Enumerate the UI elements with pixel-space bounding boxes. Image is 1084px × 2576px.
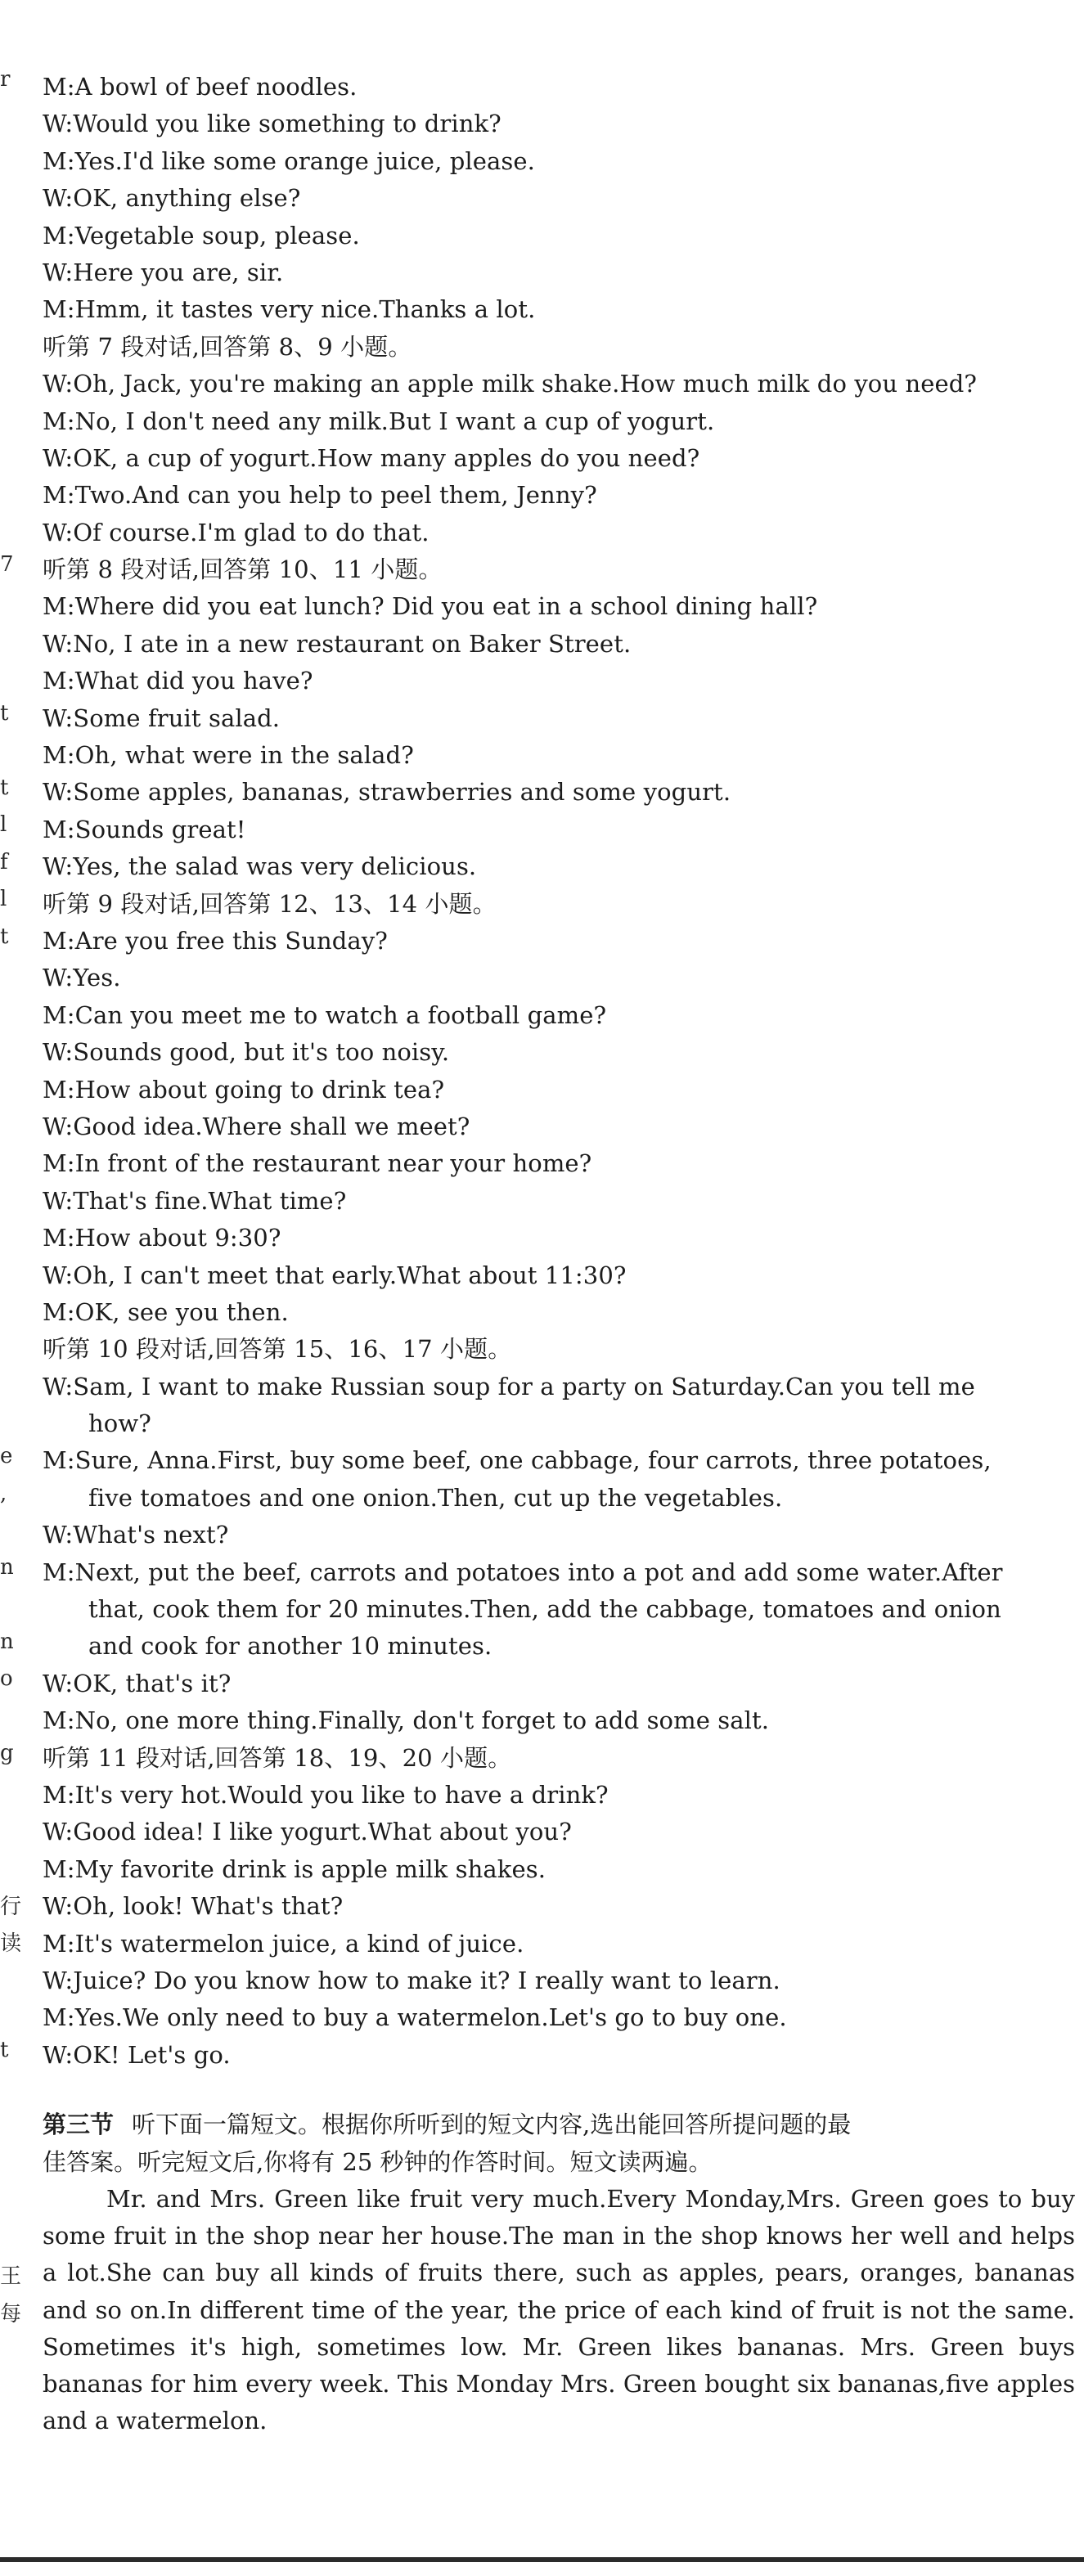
dialogue-line: M:How about going to drink tea? <box>43 1075 445 1104</box>
margin-fragment: 读 <box>0 1931 22 1956</box>
dialogue-line: M:No, I don't need any milk.But I want a cup of yogurt. <box>43 407 715 435</box>
margin-fragment: 7 <box>0 552 14 577</box>
question-instruction: 听第 8 段对话,回答第 10、11 小题。 <box>43 555 443 584</box>
margin-fragment: e <box>0 1444 13 1468</box>
bottom-rule <box>0 2557 1084 2562</box>
dialogue-line: W:Juice? Do you know how to make it? I really want to learn. <box>43 1966 780 1994</box>
dialogue-transcript <box>43 69 1075 2074</box>
dialogue-line: W:Would you like something to drink? <box>43 110 502 138</box>
dialogue-line: M:Yes.I'd like some orange juice, please. <box>43 146 535 175</box>
dialogue-line: and cook for another 10 minutes. <box>88 1632 493 1661</box>
dialogue-line: W:Yes. <box>43 964 121 992</box>
dialogue-line: how? <box>88 1409 151 1438</box>
margin-fragment: t <box>0 924 9 949</box>
dialogue-line: W:Yes, the salad was very delicious. <box>43 852 477 881</box>
section-title: 第三节 <box>43 2111 115 2138</box>
dialogue-line: W:Sam, I want to make Russian soup for a party on Saturday.Can you tell me <box>43 1372 975 1400</box>
margin-fragment: g <box>0 1741 14 1765</box>
dialogue-line: M:Can you meet me to watch a football game? <box>43 1000 607 1029</box>
question-instruction: 听第 10 段对话,回答第 15、16、17 小题。 <box>43 1335 512 1364</box>
margin-fragment: f <box>0 850 8 874</box>
dialogue-line: five tomatoes and one onion.Then, cut up the vegetables. <box>88 1483 783 1512</box>
dialogue-line: W:OK, that's it? <box>43 1669 232 1697</box>
margin-fragment: 行 <box>0 1895 22 1919</box>
dialogue-line: W:Sounds good, but it's too noisy. <box>43 1038 450 1067</box>
dialogue-line: M:My favorite drink is apple milk shakes. <box>43 1854 546 1883</box>
question-instruction: 听第 9 段对话,回答第 12、13、14 小题。 <box>43 889 497 918</box>
dialogue-line: M:Next, put the beef, carrots and potatoes into a pot and add some water.After <box>43 1558 1003 1586</box>
dialogue-line: M:Two.And can you help to peel them, Jenny? <box>43 481 597 510</box>
dialogue-line: W:OK! Let's go. <box>43 2040 231 2069</box>
dialogue-line: M:Where did you eat lunch? Did you eat in a school dining hall? <box>43 592 818 621</box>
dialogue-line: W:No, I ate in a new restaurant on Baker Street. <box>43 629 632 658</box>
margin-fragment: l <box>0 812 7 837</box>
margin-fragment: l <box>0 887 7 911</box>
margin-fragment: t <box>0 701 9 726</box>
margin-fragment: , <box>0 1481 7 1506</box>
dialogue-line: W:Good idea! I like yogurt.What about you? <box>43 1818 572 1846</box>
dialogue-line: M:No, one more thing.Finally, don't forget to add some salt. <box>43 1706 770 1735</box>
dialogue-line: W:Here you are, sir. <box>43 258 284 286</box>
dialogue-line: M:Yes.We only need to buy a watermelon.Let's go to buy one. <box>43 2003 787 2032</box>
section-instruction-line-2: 佳答案。听完短文后,你将有 25 秒钟的作答时间。短文读两遍。 <box>43 2148 713 2176</box>
dialogue-line: M:How about 9:30? <box>43 1224 281 1252</box>
dialogue-line: that, cook them for 20 minutes.Then, add the cabbage, tomatoes and onion <box>88 1595 1001 1624</box>
question-instruction: 听第 7 段对话,回答第 8、9 小题。 <box>43 332 412 361</box>
dialogue-line: M:In front of the restaurant near your home? <box>43 1149 592 1178</box>
dialogue-line: W:Some fruit salad. <box>43 704 281 732</box>
passage-paragraph: Mr. and Mrs. Green like fruit very much.Every Monday,Mrs. Green goes to buy some fruit in the shop near her house.The man in the shop knows her well and helps a lot.She can buy all kinds of fruits there, such as apples, pears, oranges, bananas and so on.In different time of the year, the price of each kind of fruit is not the same. Sometimes it's high, sometimes low. Mr. Green likes bananas. Mrs. Green buys bananas for him every week. This Monday Mrs. Green bought six bananas,five apples and a watermelon. <box>43 2185 1075 2435</box>
margin-fragment: n <box>0 1555 14 1580</box>
dialogue-line: M:A bowl of beef noodles. <box>43 73 358 101</box>
dialogue-line: M:It's watermelon juice, a kind of juice. <box>43 1929 524 1958</box>
dialogue-line: W:Oh, look! What's that? <box>43 1892 344 1921</box>
dialogue-line: M:Sounds great! <box>43 815 246 843</box>
margin-fragment: o <box>0 1666 13 1691</box>
margin-fragment: t <box>0 775 9 800</box>
dialogue-line: M:Hmm, it tastes very nice.Thanks a lot. <box>43 295 536 324</box>
dialogue-line: M:What did you have? <box>43 667 313 695</box>
dialogue-line: W:Good idea.Where shall we meet? <box>43 1112 470 1140</box>
dialogue-line: M:OK, see you then. <box>43 1297 289 1326</box>
dialogue-line: W:Some apples, bananas, strawberries and some yogurt. <box>43 778 731 807</box>
dialogue-line: M:Sure, Anna.First, buy some beef, one cabbage, four carrots, three potatoes, <box>43 1446 992 1475</box>
dialogue-line: W:Of course.I'm glad to do that. <box>43 518 430 546</box>
dialogue-line: M:Are you free this Sunday? <box>43 926 388 955</box>
dialogue-line: M:Vegetable soup, please. <box>43 221 360 250</box>
margin-fragment: 王 <box>0 2264 22 2289</box>
dialogue-line: M:It's very hot.Would you like to have a drink? <box>43 1780 609 1809</box>
dialogue-line: W:OK, a cup of yogurt.How many apples do you need? <box>43 443 700 472</box>
dialogue-line: W:Oh, I can't meet that early.What about 11:30? <box>43 1261 627 1289</box>
dialogue-line: M:Oh, what were in the salad? <box>43 741 414 770</box>
dialogue-line: W:Oh, Jack, you're making an apple milk shake.How much milk do you need? <box>43 370 978 398</box>
passage <box>43 2181 1075 2439</box>
section-three-heading <box>43 2106 1075 2181</box>
margin-fragment: 每 <box>0 2302 22 2326</box>
margin-fragment: n <box>0 1630 14 1654</box>
section-instruction-line-1: 听下面一篇短文。根据你所听到的短文内容,选出能回答所提问题的最 <box>132 2111 852 2138</box>
dialogue-line: W:OK, anything else? <box>43 184 301 213</box>
margin-fragment: r <box>0 67 11 92</box>
dialogue-line: W:What's next? <box>43 1521 229 1549</box>
question-instruction: 听第 11 段对话,回答第 18、19、20 小题。 <box>43 1743 512 1772</box>
dialogue-line: W:That's fine.What time? <box>43 1186 347 1215</box>
margin-fragment: t <box>0 2038 9 2062</box>
